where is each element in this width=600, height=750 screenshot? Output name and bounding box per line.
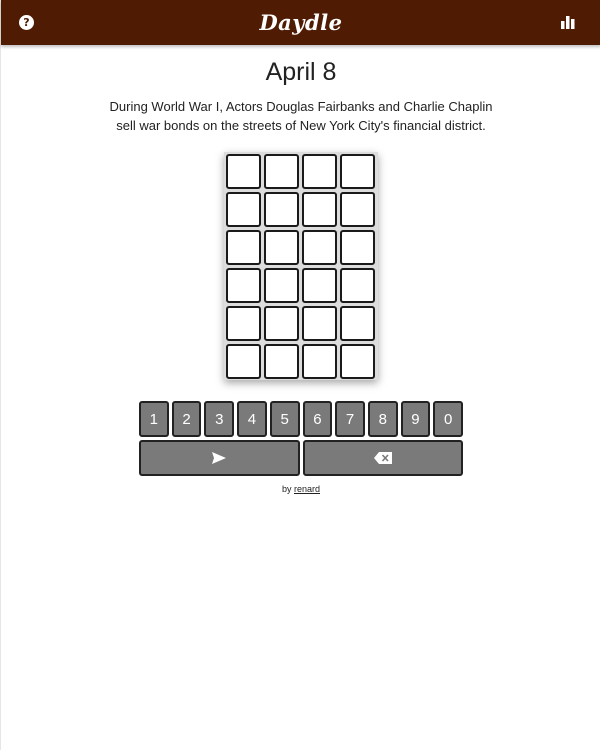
guess-cell — [264, 344, 299, 379]
key-9[interactable]: 9 — [401, 401, 431, 437]
guess-cell — [340, 344, 375, 379]
guess-cell — [340, 306, 375, 341]
guess-cell — [226, 306, 261, 341]
number-row — [139, 401, 463, 437]
keyboard — [139, 401, 463, 476]
guess-cell — [302, 154, 337, 189]
puzzle-date: April 8 — [265, 58, 337, 86]
guess-cell — [302, 230, 337, 265]
backspace-icon — [374, 452, 392, 464]
guess-cell — [340, 192, 375, 227]
stats-icon[interactable] — [561, 15, 575, 29]
guess-cell — [264, 230, 299, 265]
byline-prefix: by — [281, 484, 292, 494]
key-6[interactable]: 6 — [303, 401, 333, 437]
key-7[interactable]: 7 — [335, 401, 365, 437]
guess-cell — [264, 154, 299, 189]
key-3[interactable]: 3 — [204, 401, 234, 437]
guess-cell — [226, 192, 261, 227]
byline — [1, 484, 600, 494]
key-0[interactable]: 0 — [433, 401, 463, 437]
guess-cell — [226, 154, 261, 189]
guess-cell — [302, 306, 337, 341]
submit-button[interactable] — [139, 440, 300, 476]
guess-cell — [302, 344, 337, 379]
guess-cell — [302, 192, 337, 227]
guess-cell — [264, 268, 299, 303]
header-bar — [1, 0, 600, 45]
guess-cell — [226, 230, 261, 265]
key-2[interactable]: 2 — [172, 401, 202, 437]
key-4[interactable]: 4 — [237, 401, 267, 437]
send-icon — [211, 451, 227, 465]
guess-cell — [264, 192, 299, 227]
guess-cell — [340, 154, 375, 189]
key-5[interactable]: 5 — [270, 401, 300, 437]
help-icon[interactable]: ? — [19, 15, 34, 30]
app-logo: Daydle — [259, 10, 343, 35]
guess-cell — [226, 344, 261, 379]
guess-cell — [340, 268, 375, 303]
guess-cell — [226, 268, 261, 303]
delete-button[interactable] — [303, 440, 464, 476]
guess-grid — [224, 152, 378, 380]
action-row — [139, 440, 463, 476]
key-8[interactable]: 8 — [368, 401, 398, 437]
key-1[interactable]: 1 — [139, 401, 169, 437]
guess-cell — [264, 306, 299, 341]
author-link[interactable]: renard — [294, 484, 321, 494]
puzzle-description: During World War I, Actors Douglas Fairbanks and Charlie Chaplin sell war bonds on the streets of New York City's financial district. — [109, 99, 493, 133]
guess-cell — [302, 268, 337, 303]
guess-cell — [340, 230, 375, 265]
